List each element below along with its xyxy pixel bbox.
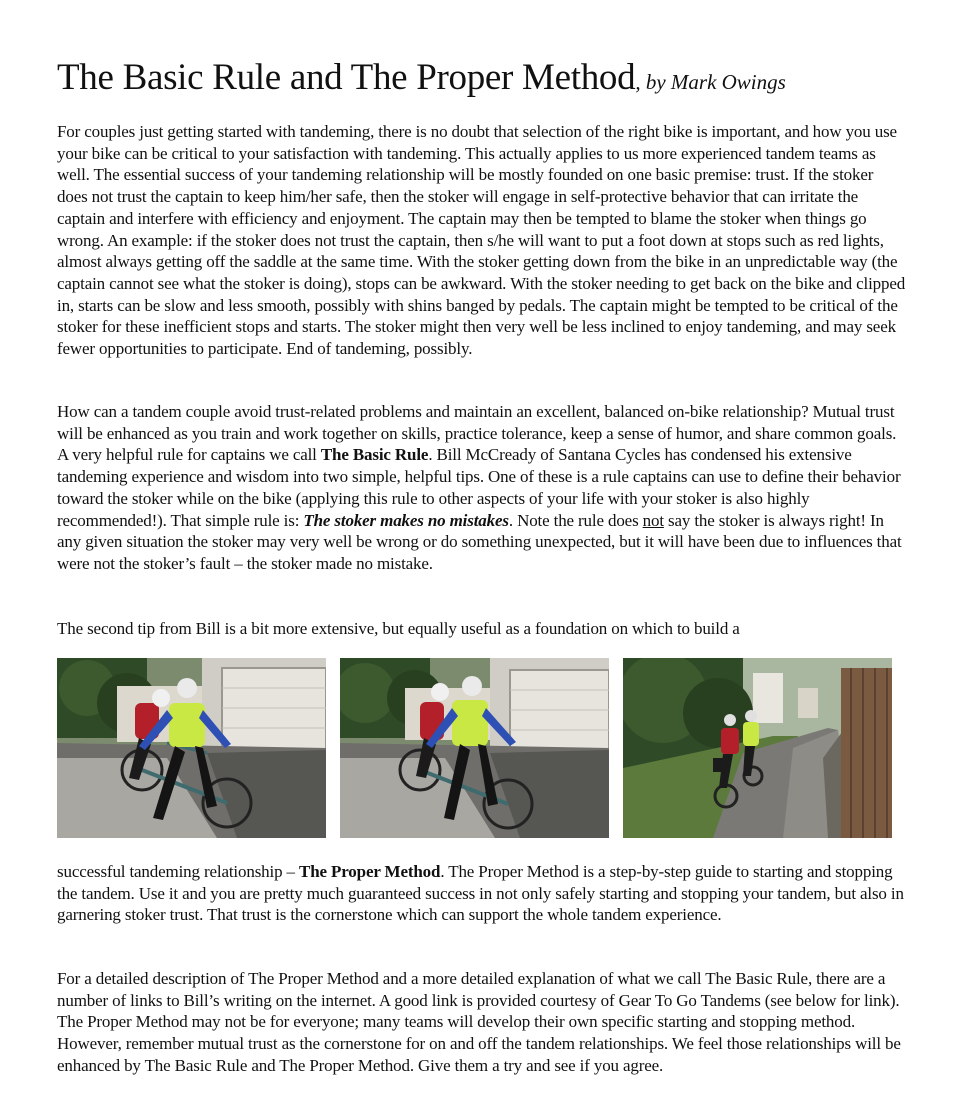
stoker-rule-emphasis: The stoker makes no mistakes [303, 510, 509, 530]
byline: , by Mark Owings [635, 70, 786, 94]
not-underline: not [642, 510, 664, 530]
article-title [57, 56, 786, 104]
paragraph-second-tip: The second tip from Bill is a bit more extensive, but equally useful as a foundation on which to build a [57, 619, 740, 638]
basic-rule-emphasis: The Basic Rule [320, 445, 429, 465]
proper-method-emphasis: The Proper Method [299, 862, 441, 881]
paragraph-basic-rule [57, 401, 907, 575]
p4-text-c: . The Proper Method is a step-by-step guide to starting and stopping the tandem. Use it and you are pretty much guaranteed success in not only safely starting and stopping your tandem, but also in garnering stoker trust. That trust is the cornerstone which can support the whole tandem experience. [57, 862, 904, 925]
p2-text-c: . Bill McCready of Santana Cycles has condensed his extensive tandeming experience and wisdom into two simple, helpful tips. One of these is a rule captains can use to define their behavior toward the stoker while on the bike (applying this rule to other aspects of your life with your stoker is also highly recommended!). That simple rule is: [57, 445, 901, 530]
paragraph-conclusion: For a detailed description of The Proper Method and a more detailed explanation of what we call The Basic Rule, there are a number of links to Bill’s writing on the internet. A good link is provided courtesy of Gear To Go Tandems (see below for link). The Proper Method may not be for everyone; many teams will develop their own specific starting and stopping method. However, remember mutual trust as the cornerstone for on and off the tandem relationships. We feel those relationships will be enhanced by The Basic Rule and The Proper Method. Give them a try and see if you agree. [57, 969, 901, 1075]
photo-tandem-ready [340, 658, 609, 838]
paragraph-proper-method [57, 861, 907, 926]
photo-tandem-start [57, 658, 326, 838]
photo-tandem-riding-away [623, 658, 892, 838]
title-text: The Basic Rule and The Proper Method [57, 57, 636, 98]
p2-text-g: say the stoker is always right! In any given situation the stoker may very well be wrong or do something unexpected, but it will have been due to influences that were not the stoker’s fault – the stoker made no mistake. [57, 510, 902, 573]
p2-text-e: . Note the rule does [508, 510, 643, 530]
p4-text-a: successful tandeming relationship – [57, 862, 299, 881]
paragraph-intro: For couples just getting started with tandeming, there is no doubt that selection of the right bike is important, and how you use your bike can be critical to your satisfaction with tandeming. This actually applies to us more experienced tandem teams as well. The essential success of your tandeming relationship will be mostly founded on one basic premise: trust. If the stoker does not trust the captain to keep him/her safe, then the stoker will engage in self-protective behavior that can irritate the captain and interfere with efficiency and enjoyment. The captain may then be tempted to blame the stoker when things go wrong. An example: if the stoker does not trust the captain, then s/he will want to put a foot down at stops such as red lights, almost always getting off the saddle at the same time. With the stoker getting down from the bike in an unpredictable way (the captain cannot see what the stoker is doing), stops can be awkward. With the stoker needing to get back on the bike and clipped in, starts can be slow and less smooth, possibly with shins banged by pedals. The captain might be tempted to be critical of the stoker for these inefficient stops and starts. The stoker might then very well be less inclined to enjoy tandeming, and may seek fewer opportunities to participate. End of tandeming, possibly. [57, 122, 906, 359]
p2-text-a: How can a tandem couple avoid trust-related problems and maintain an excellent, balanced on-bike relationship? Mutual trust will be enhanced as you train and work together on skills, practice tolerance, keep a sense of humor, and share common goals. A very helpful rule for captains we call [57, 402, 897, 465]
